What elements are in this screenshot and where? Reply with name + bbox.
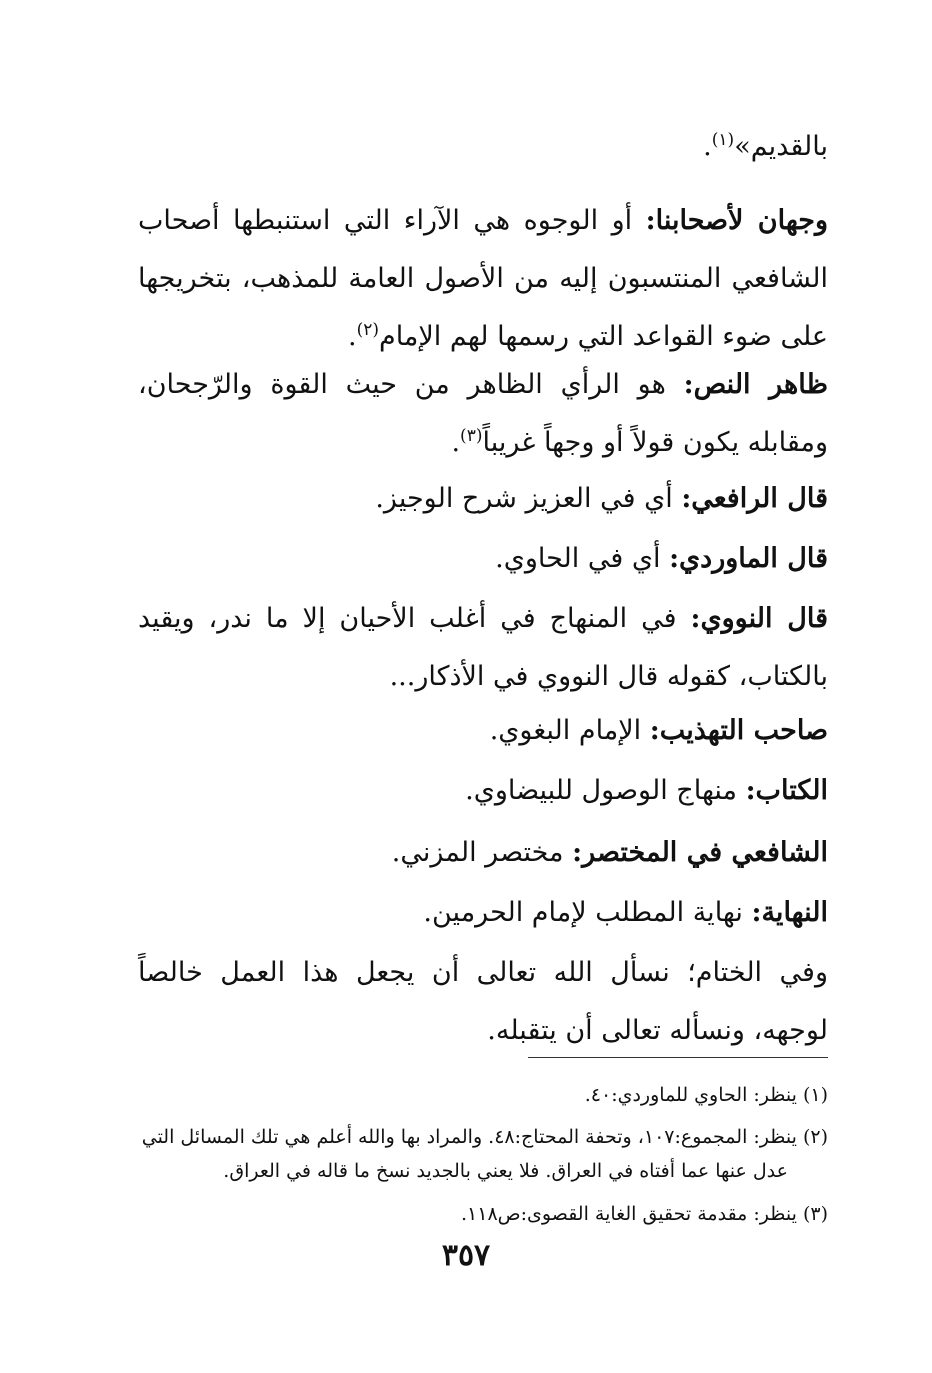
- definition-text: مختصر المزني.: [391, 837, 573, 868]
- paragraph-al-mawardi: [495, 530, 828, 588]
- definition-term: قال الرافعي:: [681, 483, 828, 514]
- footnote-3: [138, 1197, 828, 1231]
- paragraph-end: .: [347, 321, 357, 352]
- paragraph-al-nawawi: [138, 590, 828, 706]
- definition-text: هو الرأي الظاهر من حيث القوة والرّجحان، ومقابله يكون قولاً أو وجهاً غريباً: [138, 369, 828, 458]
- footnote-reference: (٣): [460, 426, 483, 446]
- definition-term: قال النووي:: [690, 603, 828, 634]
- definition-text: الإمام البغوي.: [489, 715, 650, 746]
- paragraph-sahib-altahdhib: [490, 702, 828, 760]
- paragraph-end: .: [451, 427, 461, 458]
- definition-term: النهاية:: [751, 897, 828, 928]
- paragraph-wajhan: [138, 192, 828, 366]
- definition-term: وجهان لأصحابنا:: [645, 205, 829, 236]
- page-number: ٣٥٧: [441, 1238, 491, 1273]
- definition-text: في المنهاج في أغلب الأحيان إلا ما ندر، ويقيد بالكتاب، كقوله قال النووي في الأذكار...: [138, 603, 828, 692]
- definition-term: قال الماوردي:: [669, 543, 828, 574]
- paragraph-text: بالقديم»: [734, 131, 828, 162]
- footnote-number: (٢): [802, 1126, 828, 1148]
- definition-term: الشافعي في المختصر:: [572, 837, 828, 868]
- definition-term: ظاهر النص:: [683, 369, 829, 400]
- footnote-separator: [528, 1057, 828, 1058]
- footnote-number: (١): [802, 1084, 828, 1106]
- paragraph-closing-quote: [703, 118, 828, 176]
- closing-text: وفي الختام؛ نسأل الله تعالى أن يجعل هذا العمل خالصاً لوجهه، ونسأله تعالى أن يتقبله.: [138, 957, 828, 1046]
- definition-term: الكتاب:: [745, 775, 828, 806]
- footnote-reference: (١): [711, 130, 735, 150]
- footnote-2: [138, 1120, 828, 1188]
- footnote-text: ينظر: المجموع:١٠٧، وتحفة المحتاج:٤٨. والمراد بها والله أعلم هي تلك المسائل التي: [141, 1126, 797, 1148]
- definition-text: نهاية المطلب لإمام الحرمين.: [423, 897, 752, 928]
- definition-text: أي في الحاوي.: [495, 543, 670, 574]
- paragraph-end: .: [703, 131, 712, 162]
- definition-text: أو الوجوه هي الآراء التي استنبطها أصحاب الشافعي المنتسبون إليه من الأصول العامة للمذهب، بتخريجها على ضوء القواعد التي رسمها لهم الإمام: [138, 205, 828, 352]
- paragraph-closing: [138, 944, 828, 1060]
- paragraph-al-kitab: [465, 762, 828, 820]
- footnote-text: ينظر: مقدمة تحقيق الغاية القصوى:ص١١٨.: [460, 1203, 797, 1225]
- definition-text: أي في العزيز شرح الوجيز.: [375, 483, 682, 514]
- footnote-1: [138, 1078, 828, 1112]
- footnote-continuation: عدل عنها عما أفتاه في العراق. فلا يعني بالجديد نسخ ما قاله في العراق.: [223, 1160, 788, 1182]
- paragraph-al-rafii: [375, 470, 828, 528]
- paragraph-zahir-alnass: [138, 356, 828, 472]
- footnote-text: ينظر: الحاوي للماوردي:٤٠.: [584, 1084, 797, 1106]
- definition-text: منهاج الوصول للبيضاوي.: [465, 775, 746, 806]
- paragraph-al-shafii-mukhtasar: [392, 824, 828, 882]
- paragraph-al-nihaya: [423, 884, 828, 942]
- footnote-number: (٣): [802, 1203, 828, 1225]
- definition-term: صاحب التهذيب:: [649, 715, 828, 746]
- footnote-reference: (٢): [356, 320, 379, 340]
